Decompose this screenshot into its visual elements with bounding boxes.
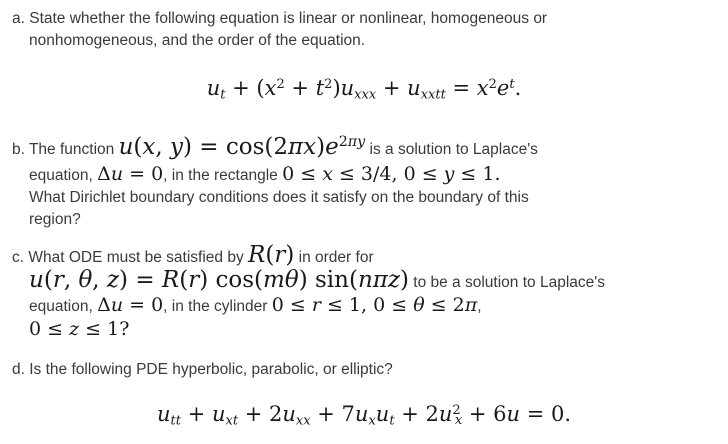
question-c-line1	[12, 244, 718, 269]
question-a-line1: a. State whether the following equation is linear or nonlinear, homogeneous or	[12, 10, 548, 27]
laplace-equation-c: Δu = 0	[97, 294, 164, 316]
question-c-line4	[12, 318, 718, 342]
question-c	[12, 244, 718, 342]
question-b-equation-prefix: equation,	[29, 167, 93, 184]
question-b	[12, 136, 718, 231]
question-d	[12, 359, 718, 381]
question-c-line2	[12, 269, 718, 294]
question-d-line1: d. Is the following PDE hyperbolic, parabolic, or elliptic?	[12, 361, 393, 378]
equation-a: $u_t + (x^2 + t^2)u_{xxx} + u_{xxtt} = x^2e^t$.	[206, 76, 522, 103]
separated-solution-formula: u(r, θ, z) = R(r) cos(mθ) sin(nπz)	[29, 267, 409, 293]
question-c-comma: ,	[477, 298, 482, 315]
z-domain: 0 ≤ z ≤ 1?	[29, 318, 130, 340]
function-R: R(r)	[248, 242, 295, 268]
question-c-intro: c. What ODE must be satisfied by	[12, 249, 244, 266]
question-c-line3	[12, 294, 718, 318]
question-b-line2	[12, 163, 718, 187]
laplace-equation: Δu = 0	[97, 163, 164, 185]
function-u-formula: u(x, $y) = \cos(2\pi x)e^{2\pi y}$	[118, 134, 366, 160]
question-a-line2: nonhomogeneous, and the order of the equation.	[29, 32, 366, 49]
question-b-line3: What Dirichlet boundary conditions does it satisfy on the boundary of this	[29, 189, 529, 206]
question-c-cylinder-phrase: , in the cylinder	[163, 298, 268, 315]
question-c-after-u: to be a solution to Laplace's	[413, 274, 605, 291]
cylinder-domain: 0 ≤ r ≤ 1, 0 ≤ θ ≤ 2π	[271, 294, 478, 316]
question-c-after-R: in order for	[298, 249, 374, 266]
question-b-rectangle-phrase: , in the rectangle	[163, 167, 278, 184]
question-b-line1	[12, 136, 718, 161]
question-b-line4: region?	[29, 211, 81, 228]
equation-d: $u_{tt} + u_{xt} + 2u_{xx} + 7u_xu_t + 2u^2_x + 6u = 0$.	[157, 402, 571, 429]
rectangle-domain: 0 ≤ x ≤ 3/4, 0 ≤ y ≤ 1.	[282, 163, 501, 185]
question-c-equation-prefix: equation,	[29, 298, 93, 315]
question-a	[12, 8, 718, 52]
question-b-after-function: is a solution to Laplace's	[369, 141, 538, 158]
question-b-intro: b. The function	[12, 141, 115, 158]
